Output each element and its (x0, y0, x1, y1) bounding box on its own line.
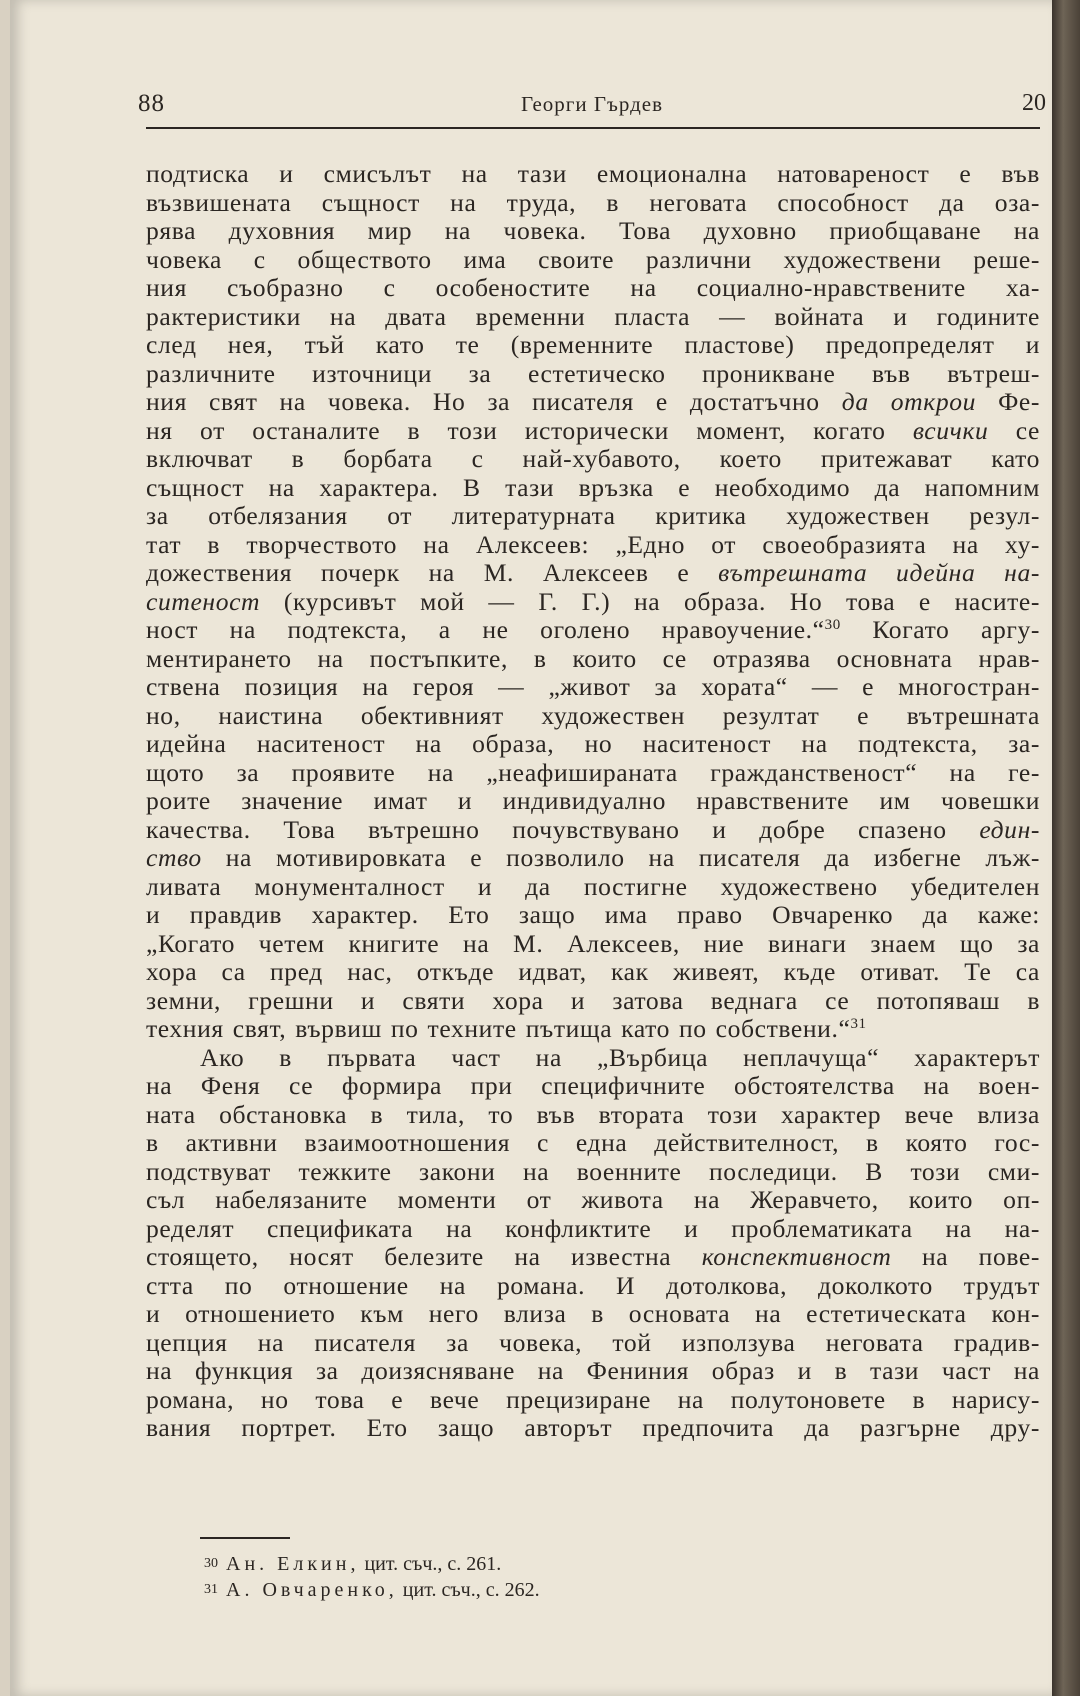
text-line: ствена позиция на героя — „живот за хората“ — е многостран- (146, 672, 1040, 701)
text-line: роите значение имат и индивидуално нравствените им човешки (146, 786, 1040, 815)
text-line: ния свят на човека. Но за писателя е достатъчно да открои Фе- (146, 387, 1040, 416)
text-line: ситеност (курсивът мой — Г. Г.) на образа. Но това е насите- (146, 586, 1040, 616)
text-line: ментирането на постъпките, в които се отразява основната нрав- (146, 643, 1040, 673)
footnote-reference: цит. съч., с. 262. (397, 1579, 540, 1601)
text-line: ределят спецификата на конфликтите и проблематиката на на- (146, 1213, 1040, 1243)
text-line: тат в творчеството на Алексеев: „Едно от своеобразията на ху- (146, 529, 1040, 559)
text-line: качества. Това вътрешно почувствувано и добре спазено един- (146, 814, 1040, 844)
text-line: различните източници за естетическо проникване във вътреш- (146, 358, 1040, 388)
text-line: на Феня се формира при специфичните обстоятелства на воен- (146, 1071, 1040, 1100)
text-line: идейна наситеност на образа, но наситеност на подтекста, за- (146, 729, 1040, 758)
text-line: ния съобразно с особеностите на социално-нравствените ха- (146, 273, 1040, 302)
corner-page-mark: 20 (1022, 90, 1046, 116)
footnote (204, 1577, 904, 1603)
footnote-number: 30 (204, 1556, 218, 1571)
text-line: на функция за доизясняване на Фениния образ и в тази част на (146, 1356, 1040, 1385)
page-number: 88 (138, 90, 165, 117)
text-line: за отбелязания от литературната критика художествен резул- (146, 501, 1040, 530)
text-line: цепция на писателя за човека, той използува неговата градив- (146, 1327, 1040, 1357)
text-line: подствуват тежките закони на военните последици. В този сми- (146, 1156, 1040, 1186)
text-line: възвишената същност на труда, в неговата способност да оза- (146, 187, 1040, 217)
text-line: „Когато четем книгите на М. Алексеев, ние винаги знаем що за (146, 928, 1040, 958)
footnote-rule (200, 1537, 290, 1539)
header-rule (146, 127, 1040, 129)
text-line: след нея, тъй като те (временните пластове) предопределят и (146, 330, 1040, 359)
text-line: ливата монументалност и да постигне художествено убедителен (146, 871, 1040, 901)
text-line: хора са пред нас, откъде идват, как живеят, къде отиват. Те са (146, 957, 1040, 986)
footnote-ref: 31 (850, 1016, 867, 1032)
footnotes (204, 1551, 904, 1603)
text-line: включват в борбата с най-хубавото, което притежават като (146, 444, 1040, 473)
footnote-author: Ан. Елкин, (226, 1553, 360, 1575)
footnote-reference: цит. съч., с. 261. (359, 1553, 502, 1575)
text-line: дожествения почерк на М. Алексеев е вътрешната идейна на- (146, 558, 1040, 587)
text-line: Ако в първата част на „Върбица неплачуща“ характерът (200, 1042, 1040, 1072)
text-line: същност на характера. В тази връзка е необходимо да напомним (146, 472, 1040, 502)
text-line: подтиска и смисълът на тази емоционална натовареност е във (146, 159, 1040, 188)
text-line: но, наистина обективният художествен резултат е вътрешната (146, 700, 1040, 730)
text-line: стта по отношение на романа. И дотолкова, доколкото трудът (146, 1270, 1040, 1300)
text-line: техния свят, вървиш по техните пътища като по собствени.“$^{31}$ (146, 1014, 867, 1043)
text-line: човека с обществото има своите различни художествени реше- (146, 244, 1040, 274)
footnote (204, 1551, 904, 1577)
text-line: земни, грешни и святи хора и затова веднага се потопяваш в (146, 985, 1040, 1015)
book-spine (1052, 0, 1080, 1696)
text-line: ня от останалите в този исторически момент, когато всички се (146, 415, 1040, 445)
text-line: ност на подтекста, а не оголено нравоучение.“$^{30}$ Когато аргу- (146, 615, 1040, 644)
footnote-ref: 30 (824, 617, 841, 633)
text-line: рява духовния мир на човека. Това духовно приобщаване на (146, 216, 1040, 245)
body-text (146, 160, 1040, 1443)
text-line: рактеристики на двата временни пласта — войната и годините (146, 301, 1040, 331)
footnote-author: А. Овчаренко, (226, 1579, 398, 1601)
text-line: и правдив характер. Ето защо има право Овчаренко да каже: (146, 900, 1040, 929)
text-line: ство на мотивировката е позволило на писателя да избегне лъж- (146, 843, 1040, 872)
footnote-number: 31 (204, 1582, 218, 1597)
running-head: Георги Гърдев (520, 92, 664, 116)
text-line: ната обстановка в тила, то във втората този характер вече влиза (146, 1099, 1040, 1129)
page-header (138, 86, 1046, 126)
text-line: и отношението към него влиза в основата на естетическата кон- (146, 1299, 1040, 1328)
text-line: в активни взаимоотношения с една действителност, в която гос- (146, 1128, 1040, 1157)
text-line: вания портрет. Ето защо авторът предпочита да разгърне дру- (146, 1413, 1040, 1442)
text-line: съл набелязаните моменти от живота на Жеравчето, които оп- (146, 1185, 1040, 1214)
text-line: стоящето, носят белезите на известна конспективност на пове- (146, 1242, 1040, 1271)
text-line: щото за проявите на „неафишираната гражданственост“ на ге- (146, 757, 1040, 787)
text-line: романа, но това е вече прецизиране на полутоновете в нарису- (146, 1384, 1040, 1414)
